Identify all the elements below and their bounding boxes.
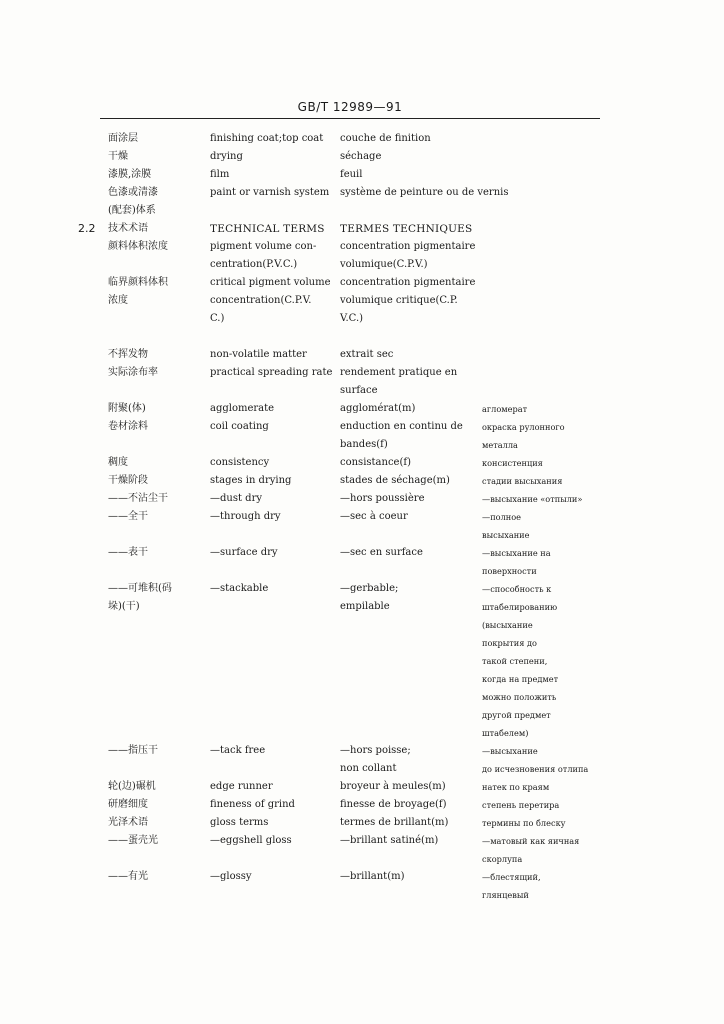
term-chinese-line: ——蛋壳光 [108, 835, 158, 846]
term-french [340, 148, 472, 166]
term-english [210, 130, 332, 148]
term-chinese-line: 面涂层 [108, 133, 138, 144]
term-russian [482, 508, 606, 544]
term-chinese [108, 508, 204, 526]
term-russian [482, 472, 606, 490]
term-french [340, 868, 472, 886]
term-russian-line: окраска рулонного [482, 422, 565, 432]
term-russian-line: когда на предмет [482, 674, 559, 684]
term-chinese [108, 238, 204, 256]
term-chinese [108, 796, 204, 814]
term-row [0, 796, 724, 814]
term-chinese-line: (配套)体系 [108, 205, 156, 216]
term-chinese-line: ——不沾尘干 [108, 493, 168, 504]
term-chinese-line: 附聚(体) [108, 403, 146, 414]
term-english [210, 454, 332, 472]
term-row [0, 778, 724, 796]
term-french-line: volumique critique(C.P. [340, 295, 458, 306]
term-russian-line: термины по блеску [482, 818, 566, 828]
term-russian [482, 796, 606, 814]
term-chinese [108, 778, 204, 796]
term-french-line: —sec en surface [340, 547, 423, 558]
term-russian [482, 418, 606, 454]
term-chinese-line: 浓度 [108, 295, 128, 306]
term-french-line: bandes(f) [340, 439, 388, 450]
term-english-line: —surface dry [210, 547, 278, 558]
term-row [0, 346, 724, 364]
term-row [0, 490, 724, 508]
term-chinese-line: 技术术语 [108, 223, 148, 234]
term-chinese [108, 274, 204, 310]
term-french [340, 778, 472, 796]
term-chinese [108, 454, 204, 472]
term-french [340, 508, 472, 526]
term-english [210, 472, 332, 490]
term-english-line: stages in drying [210, 475, 292, 486]
term-french-line: surface [340, 385, 378, 396]
section-number [78, 220, 106, 238]
term-english-line: agglomerate [210, 403, 275, 414]
term-french-line: feuil [340, 169, 363, 180]
term-french-line: —hors poussière [340, 493, 425, 504]
term-english [210, 508, 332, 526]
term-english [210, 166, 332, 184]
term-chinese-line: 临界颜料体积 [108, 277, 168, 288]
term-russian-line: штабелированию [482, 602, 558, 612]
term-french-line: stades de séchage(m) [340, 475, 450, 486]
term-russian [482, 400, 606, 418]
term-french [340, 238, 476, 274]
term-russian-line: другой предмет [482, 710, 551, 720]
term-russian-line: —полное [482, 512, 522, 522]
term-chinese [108, 544, 204, 562]
term-french-line: volumique(C.P.V.) [340, 259, 428, 270]
term-french-line: finesse de broyage(f) [340, 799, 447, 810]
term-french [340, 274, 476, 328]
term-english-line: —glossy [210, 871, 252, 882]
term-english [210, 400, 332, 418]
term-french [340, 220, 472, 238]
term-french [340, 400, 472, 418]
term-chinese-line: 漆膜,涂膜 [108, 169, 152, 180]
term-french-line: rendement pratique en [340, 367, 458, 378]
term-french-line: enduction en continu de [340, 421, 463, 432]
term-english-line: —stackable [210, 583, 269, 594]
term-english-line: fineness of grind [210, 799, 295, 810]
term-row [0, 220, 724, 238]
term-russian-line: такой степени, [482, 656, 548, 666]
term-chinese-line: 颜料体积浓度 [108, 241, 168, 252]
term-french-line: —hors poisse; [340, 745, 411, 756]
glossary-table [0, 130, 724, 904]
term-chinese-line: 卷材涂料 [108, 421, 148, 432]
term-russian-line: —способность к [482, 584, 552, 594]
term-row [0, 454, 724, 472]
term-russian-line: —высыхание «отпыли» [482, 494, 583, 504]
term-chinese-line: 色漆或清漆 [108, 187, 158, 198]
term-chinese [108, 166, 204, 184]
term-row [0, 274, 724, 346]
term-english [210, 148, 332, 166]
term-chinese-line: 干燥 [108, 151, 128, 162]
term-french-line: agglomérat(m) [340, 403, 416, 414]
term-french [340, 472, 472, 490]
term-english-line: non-volatile matter [210, 349, 307, 360]
term-russian-line: степень перетира [482, 800, 560, 810]
term-french-line: système de peinture ou de vernis [340, 187, 509, 198]
term-french [340, 490, 472, 508]
term-english [210, 418, 332, 436]
term-english-line: coil coating [210, 421, 269, 432]
term-french-line: —gerbable; [340, 583, 399, 594]
term-french [340, 544, 472, 562]
term-english [210, 490, 332, 508]
term-english [210, 220, 332, 238]
term-english-line: consistency [210, 457, 270, 468]
term-english [210, 796, 332, 814]
term-russian-line: до исчезновения отлипа [482, 764, 589, 774]
term-chinese-line: 实际涂布率 [108, 367, 158, 378]
term-russian-line: можно положить [482, 692, 557, 702]
term-row [0, 742, 724, 778]
term-russian [482, 832, 606, 868]
term-english-line: concentration(C.P.V. [210, 295, 312, 306]
term-english-line: paint or varnish system [210, 187, 330, 198]
term-french-line: non collant [340, 763, 397, 774]
term-french [340, 742, 472, 778]
term-chinese [108, 346, 204, 364]
term-chinese [108, 814, 204, 832]
term-row [0, 166, 724, 184]
term-russian-line: консистенция [482, 458, 543, 468]
term-russian [482, 544, 606, 580]
term-english-line: drying [210, 151, 243, 162]
term-french-line: concentration pigmentaire [340, 277, 476, 288]
term-russian-line: скорлупа [482, 854, 523, 864]
term-english-line: film [210, 169, 230, 180]
term-french [340, 454, 472, 472]
term-french-line: TERMES TECHNIQUES [340, 223, 473, 235]
term-english-line: C.) [210, 313, 225, 324]
term-row [0, 130, 724, 148]
term-english [210, 868, 332, 886]
term-french-line: séchage [340, 151, 382, 162]
term-english-line: edge runner [210, 781, 273, 792]
term-english-line: TECHNICAL TERMS [210, 223, 325, 235]
term-english [210, 184, 332, 202]
term-chinese [108, 184, 204, 220]
term-chinese [108, 220, 204, 238]
term-row [0, 508, 724, 544]
term-english [210, 274, 332, 328]
term-chinese-line: ——有光 [108, 871, 148, 882]
term-russian [482, 814, 606, 832]
term-chinese [108, 148, 204, 166]
term-french-line: —sec à coeur [340, 511, 408, 522]
term-chinese-line: 不挥发物 [108, 349, 148, 360]
term-chinese [108, 472, 204, 490]
term-french [340, 832, 472, 850]
term-english-line: pigment volume con- [210, 241, 317, 252]
term-english-line: critical pigment volume [210, 277, 331, 288]
term-french-line: —brillant satiné(m) [340, 835, 439, 846]
term-chinese [108, 868, 204, 886]
term-english [210, 346, 332, 364]
term-english [210, 832, 332, 850]
term-row [0, 418, 724, 454]
term-chinese [108, 832, 204, 850]
term-row [0, 832, 724, 868]
term-row [0, 580, 724, 742]
term-row [0, 472, 724, 490]
term-russian-line: агломерат [482, 404, 528, 414]
term-english-line: —through dry [210, 511, 281, 522]
term-russian-line: покрытия до [482, 638, 537, 648]
term-chinese-line: 稠度 [108, 457, 128, 468]
term-russian [482, 868, 606, 904]
term-russian [482, 454, 606, 472]
term-french [340, 814, 472, 832]
term-chinese-line: ——可堆积(码 [108, 583, 172, 594]
term-english-line: finishing coat;top coat [210, 133, 324, 144]
term-english [210, 580, 332, 598]
term-english-line: —tack free [210, 745, 266, 756]
term-chinese [108, 364, 204, 382]
term-english [210, 814, 332, 832]
term-english-line: —eggshell gloss [210, 835, 292, 846]
term-chinese [108, 580, 204, 616]
term-english [210, 544, 332, 562]
term-russian-line: высыхание [482, 530, 530, 540]
term-chinese-line: 干燥阶段 [108, 475, 148, 486]
term-russian-line: металла [482, 440, 518, 450]
term-row [0, 544, 724, 580]
term-russian [482, 742, 606, 778]
term-row [0, 868, 724, 904]
term-row [0, 364, 724, 400]
term-french-line: empilable [340, 601, 390, 612]
term-english-line: —dust dry [210, 493, 263, 504]
term-russian-line: —высыхание на [482, 548, 551, 558]
term-chinese-line: 轮(边)碾机 [108, 781, 156, 792]
term-english-line: gloss terms [210, 817, 269, 828]
term-french [340, 166, 472, 184]
term-chinese [108, 130, 204, 148]
term-row [0, 400, 724, 418]
term-french [340, 364, 472, 400]
term-english [210, 742, 332, 760]
term-russian-line: глянцевый [482, 890, 529, 900]
term-russian-line: натек по краям [482, 782, 550, 792]
term-chinese-line: ——指压干 [108, 745, 158, 756]
term-chinese [108, 742, 204, 760]
term-chinese-line: 光泽术语 [108, 817, 148, 828]
term-french-line: concentration pigmentaire [340, 241, 476, 252]
term-chinese-line: 研磨细度 [108, 799, 148, 810]
term-row [0, 148, 724, 166]
term-chinese [108, 490, 204, 508]
header-rule [100, 118, 600, 119]
term-french-line: couche de finition [340, 133, 431, 144]
term-french-line: —brillant(m) [340, 871, 405, 882]
term-row [0, 238, 724, 274]
term-english-line: centration(P.V.C.) [210, 259, 298, 270]
term-chinese-line: ——全干 [108, 511, 148, 522]
term-english [210, 778, 332, 796]
term-russian-line: —высыхание [482, 746, 538, 756]
term-french-line: V.C.) [340, 313, 364, 324]
term-russian-line: (высыхание [482, 620, 533, 630]
term-russian-line: —блестящий, [482, 872, 541, 882]
term-chinese-line: ——表干 [108, 547, 148, 558]
term-french [340, 796, 472, 814]
term-chinese [108, 400, 204, 418]
section-number-line: 2.2 [78, 222, 96, 235]
term-french-line: consistance(f) [340, 457, 411, 468]
term-french [340, 580, 472, 616]
term-french [340, 130, 472, 148]
term-french-line: broyeur à meules(m) [340, 781, 446, 792]
term-french [340, 184, 509, 202]
term-french-line: termes de brillant(m) [340, 817, 449, 828]
term-english [210, 364, 332, 382]
term-russian [482, 490, 606, 508]
term-french-line: extrait sec [340, 349, 394, 360]
term-english [210, 238, 332, 274]
term-russian [482, 778, 606, 796]
term-russian [482, 580, 606, 742]
term-french [340, 346, 472, 364]
page-header-standard-code: GB/T 12989—91 [297, 100, 403, 114]
term-russian-line: поверхности [482, 566, 537, 576]
term-row [0, 184, 724, 220]
term-row [0, 814, 724, 832]
term-french [340, 418, 472, 454]
term-chinese [108, 418, 204, 436]
term-chinese-line: 垛)(干) [108, 601, 140, 612]
term-russian-line: штабелем) [482, 728, 529, 738]
term-english-line: practical spreading rate [210, 367, 333, 378]
term-russian-line: стадии высыхания [482, 476, 563, 486]
term-russian-line: —матовый как яичная [482, 836, 580, 846]
